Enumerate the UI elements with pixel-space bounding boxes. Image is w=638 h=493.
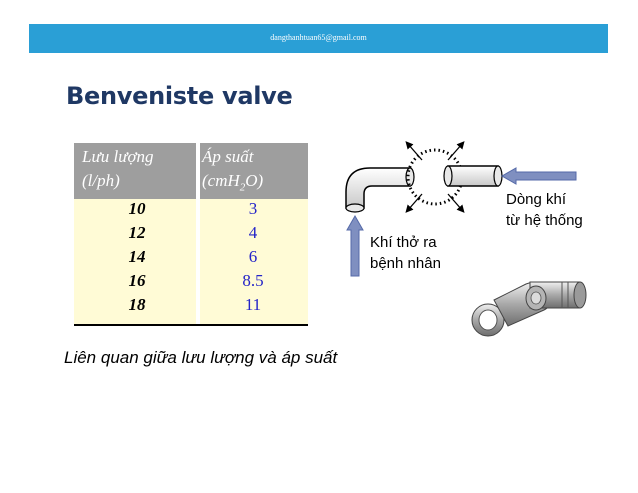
column-divider [196,143,200,324]
table-cell-flow: 12 [128,223,146,242]
straight-pipe [448,166,498,186]
slide-title: Benveniste valve [66,82,293,110]
author-email: dangthanhtuan65@gmail.com [270,33,367,42]
table-cell-pressure: 3 [248,199,258,218]
table-cell-pressure: 11 [244,295,262,314]
patient-exhale-label: Khí thở ra bệnh nhân [370,234,441,272]
table-body [74,199,308,326]
col2-header-line1: Áp suất [202,147,254,166]
system-gas-label: Dòng khí từ hệ thống [506,191,583,229]
escape-arrow [408,144,422,160]
system-gas-arrow [502,168,576,184]
patient-gas-arrow [347,216,363,276]
col2-header-line2: (cmH$_2$O) [202,171,264,194]
table-header [74,143,308,201]
table-cell-flow: 16 [128,271,146,290]
escape-arrow [448,144,462,160]
table-cell-flow: 14 [128,247,146,266]
slide-caption: Liên quan giữa lưu lượng và áp suất [64,348,338,367]
table-cell-pressure: 6 [248,247,258,266]
valve-diagram [330,130,610,350]
table-cell-flow: 10 [128,199,146,218]
table-cell-pressure: 8.5 [242,271,264,290]
flow-column [78,199,196,324]
valve-photo [472,282,586,336]
pressure-column [200,199,306,324]
col1-header-line2: (l/ph) [82,171,120,190]
table-cell-pressure: 4 [248,223,258,242]
elbow-pipe [346,168,410,208]
escape-arrow [448,194,462,210]
table-cell-flow: 18 [128,295,146,314]
col1-header-line1: Lưu lượng [82,147,154,166]
header-bar [29,24,608,53]
